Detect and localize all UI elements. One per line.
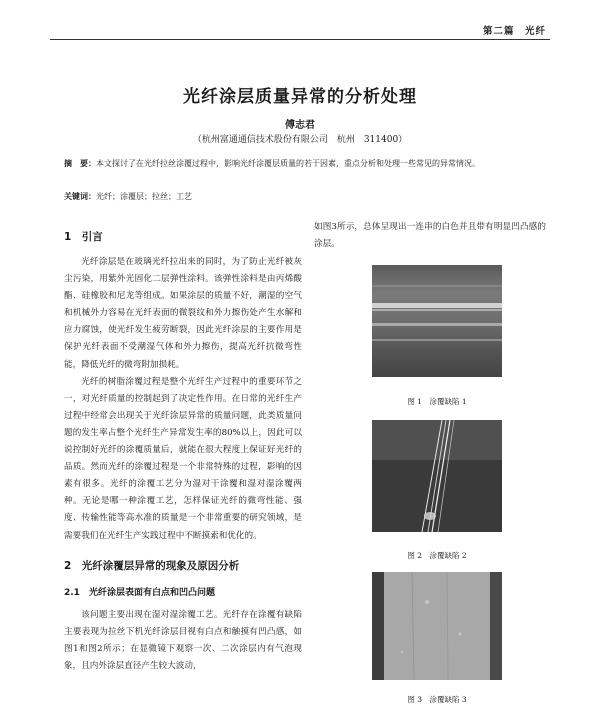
abstract-label: 摘 要： [64, 159, 96, 168]
fiber-coating-defect-photo-icon [372, 265, 502, 377]
abstract-text: 本文探讨了在光纤拉丝涂覆过程中，影响光纤涂覆层质量的若干因素，重点分析和处理一些常见的异常情况。 [96, 159, 480, 168]
section-1-paragraph-1: 光纤涂层是在玻璃光纤拉出来的同时，为了防止光纤被灰尘污染，用紫外光固化二层弹性涂料。该弹性涂料是由丙烯酸酯、硅橡胶和尼龙等组成。如果涂层的质量不好，潮湿的空气和机械外力容易在光纤表面的微裂纹和外力擦伤处产生水解和应力腐蚀，使光纤发生疲劳断裂，因此光纤涂层的主要作用是保护光纤表面不受潮湿气体和外力擦伤，提高光纤抗微弯性能，降低光纤的微弯附加损耗。 [64, 257, 302, 370]
figure-3-caption: 图 3 涂覆缺陷 3 [407, 695, 467, 704]
section-1-heading: 1 引言 [64, 231, 103, 243]
keywords [64, 190, 544, 204]
running-head-text: 第二篇 光纤 [482, 26, 546, 37]
left-column [64, 222, 302, 675]
section-2-1-paragraph-continued: 如图3所示，总体呈现出一连串的白色并且带有明显凹凸感的涂层。 [314, 222, 546, 250]
figure-2 [372, 420, 502, 536]
section-2-1-paragraph: 该问题主要出现在湿对湿涂覆工艺。光纤存在涂覆有缺陷主要表现为拉丝下机光纤涂层目视有白点和触摸有凹凸感，如图1和图2所示；在显微镜下观察一次、二次涂层内有气泡现象，且内外涂层直径产生较大波动， [64, 609, 302, 671]
keywords-text: 光纤；涂覆层；拉丝；工艺 [96, 192, 192, 201]
article-affiliation: （杭州富通通信技术股份有限公司 杭州 311400） [192, 135, 408, 145]
figure-3 [372, 572, 502, 684]
section-2-1-heading: 2.1 光纤涂层表面有白点和凹凸问题 [64, 587, 215, 598]
coating-microscope-photo-icon [372, 572, 502, 680]
right-column-text [314, 219, 546, 253]
keywords-label: 关键词： [64, 192, 96, 201]
figure-1-caption: 图 1 涂覆缺陷 1 [407, 397, 467, 406]
running-header [50, 20, 550, 40]
abstract [64, 155, 544, 172]
article-title: 光纤涂层质量异常的分析处理 [183, 87, 417, 107]
section-2-heading: 2 光纤涂覆层异常的现象及原因分析 [64, 559, 240, 572]
fiber-strands-photo-icon [372, 420, 502, 532]
figure-1 [372, 265, 502, 381]
article-author: 傅志君 [285, 120, 315, 131]
section-1-paragraph-2: 光纤的树脂涂覆过程是整个光纤生产过程中的重要环节之一，对光纤质量的控制起到了决定性作用。在日常的光纤生产过程中经常会出现关于光纤涂层异常的质量问题，此类质量问题的发生率占整个光纤生产异常发生率的80%以上，因此可以说控制好光纤的涂覆质量后，就能在很大程度上保证好光纤的品质。然而光纤的涂覆过程是一个非常特殊的过程，影响的因素有很多。光纤的涂覆工艺分为湿对干涂覆和湿对湿涂覆两种。无论是哪一种涂覆工艺，怎样保证光纤的微弯性能、强度、传输性能等高水准的质量是一个非常重要的研究领域，是需要我们在光纤生产实践过程中不断摸索和优化的。 [64, 376, 302, 541]
figure-2-caption: 图 2 涂覆缺陷 2 [407, 551, 467, 560]
